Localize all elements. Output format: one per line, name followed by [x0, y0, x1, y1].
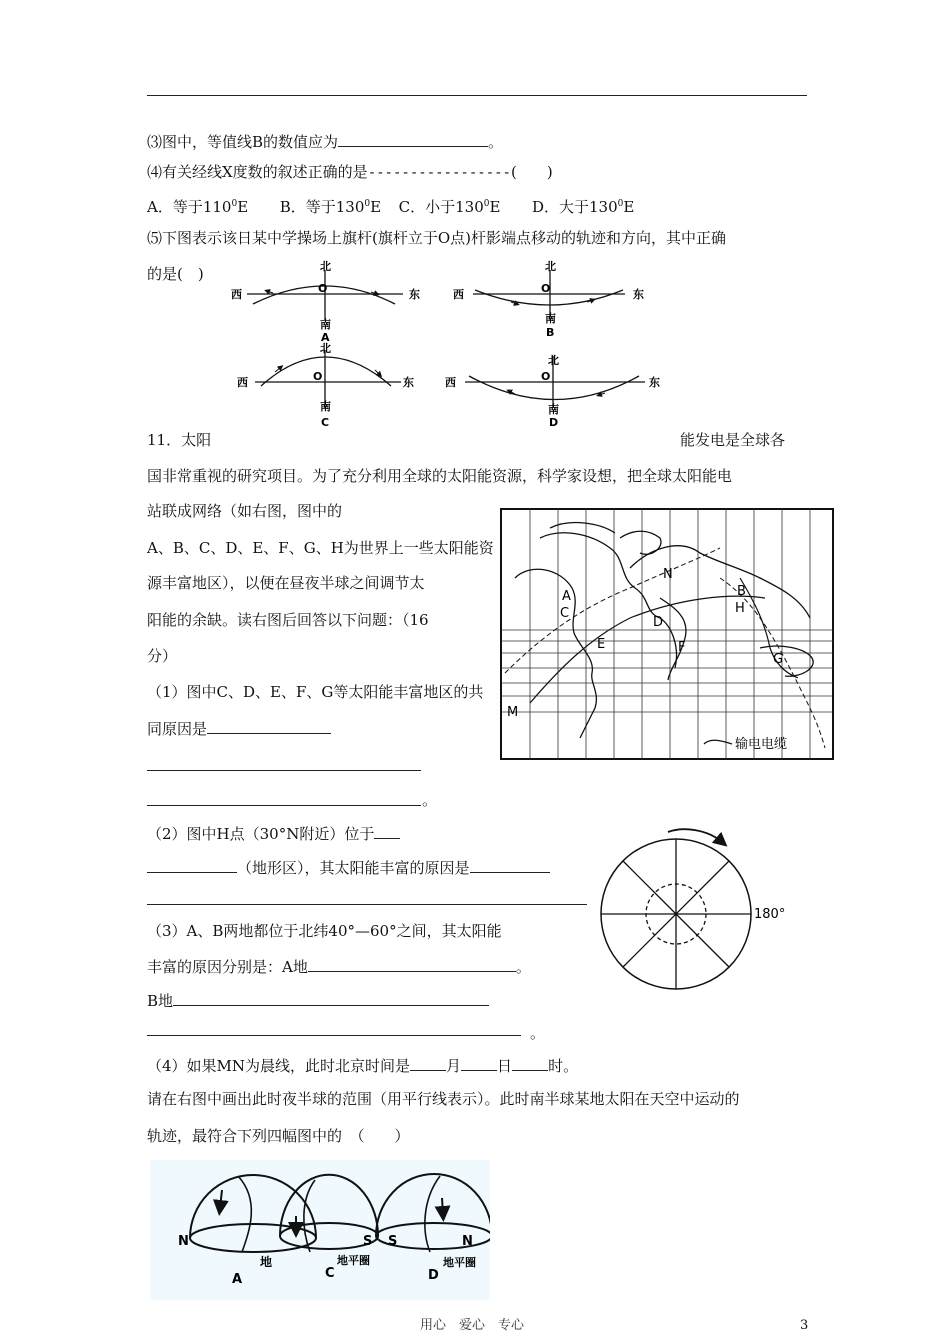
part1-blank-1 — [207, 718, 331, 734]
origin-label: O — [318, 282, 328, 295]
map-label-a: A — [562, 589, 571, 604]
west-label: 西 — [231, 288, 242, 301]
svg-text:南: 南 — [548, 403, 559, 416]
east-label: 东 — [409, 288, 420, 301]
dome-a-horizon-partial: 地 — [260, 1255, 273, 1269]
diagram-a-label: A — [321, 331, 330, 344]
map-label-b: B — [737, 584, 746, 599]
q4-options — [147, 194, 634, 217]
part1-blank-3 — [147, 805, 421, 806]
q4-option-b: B．等于$130^0E$ — [279, 198, 382, 216]
svg-text:北: 北 — [320, 342, 331, 355]
part2-blank-3 — [470, 857, 550, 873]
svg-text:南: 南 — [320, 400, 331, 413]
part4-blank-month — [410, 1055, 446, 1071]
map-cable-legend: 输电电缆 — [735, 737, 788, 752]
map-label-e: E — [597, 637, 606, 652]
diagram-b-label: B — [546, 326, 555, 339]
q4-option-c: C．小于$130^0E$ — [398, 198, 501, 216]
polar-180-label: 180° — [754, 907, 786, 922]
north-label: 北 — [320, 260, 331, 273]
svg-text:O: O — [541, 370, 551, 383]
q11-intro-1b: 能发电是全球各 — [680, 431, 786, 449]
header-rule — [147, 95, 807, 96]
q11-intro-1: 11．太阳 — [147, 431, 212, 449]
polar-diagram — [596, 822, 800, 1014]
part4-blank-hour — [512, 1055, 548, 1071]
svg-text:西: 西 — [237, 376, 248, 389]
south-label: 南 — [320, 318, 331, 331]
part3-blank-a — [308, 956, 516, 972]
q11-intro-7: 分） — [147, 647, 178, 665]
map-label-d: D — [653, 615, 664, 630]
q4-dashes: ----------------- — [367, 165, 511, 181]
svg-text:西: 西 — [453, 288, 464, 301]
svg-text:O: O — [313, 370, 323, 383]
q4-paren: ( ) — [510, 163, 553, 181]
q11-part3-a: （3）A、B两地都位于北纬40°—60°之间，其太阳能 — [147, 922, 502, 940]
svg-text:O: O — [541, 282, 551, 295]
q4-option-d: D．大于$130^0E$ — [531, 198, 635, 216]
q5-line1: ⑸下图表示该日某中学操场上旗杆(旗杆立于O点)杆影端点移动的轨迹和方向，其中正确 — [147, 229, 727, 247]
sun-path-domes — [150, 1160, 490, 1300]
dome-c-label: C — [325, 1266, 335, 1281]
dome-d-s: S — [388, 1234, 398, 1249]
q3-text: ⑶图中，等值线B的数值应为 — [147, 133, 339, 151]
q11-intro-2: 国非常重视的研究项目。为了充分利用全球的太阳能资源，科学家设想，把全球太阳能电 — [147, 467, 733, 485]
dome-d-label: D — [428, 1268, 439, 1283]
q11-part3-b: 丰富的原因分别是：A地 。 — [147, 958, 531, 976]
diagram-a — [231, 260, 420, 344]
map-label-h: H — [735, 601, 745, 616]
dome-c-s: S — [363, 1234, 373, 1249]
part3-blank-c — [147, 1035, 521, 1036]
q11-intro-5: 源丰富地区），以便在昼夜半球之间调节太 — [147, 574, 425, 592]
q11-part2-a: （2）图中H点（30°N附近）位于 — [147, 823, 400, 844]
diagram-d-label: D — [549, 416, 559, 429]
q3 — [147, 131, 503, 152]
dome-c-horizon: 地平圈 — [337, 1254, 370, 1267]
q11-part4-c: 轨迹，最符合下列四幅图中的 （ ） — [147, 1127, 410, 1145]
q3-blank — [338, 131, 488, 147]
q11-intro-6: 阳能的余缺。读右图后回答以下问题：（16 — [147, 611, 429, 629]
svg-text:东: 东 — [649, 376, 660, 389]
svg-text:北: 北 — [548, 354, 559, 367]
q3-end: 。 — [488, 133, 504, 151]
diagram-c — [237, 342, 414, 429]
part3-end: 。 — [530, 1024, 546, 1042]
part2-blank-4 — [147, 904, 587, 905]
q4 — [147, 162, 553, 183]
footer-text: 用心 爱心 专心 — [420, 1318, 525, 1333]
dome-d-horizon: 地平圈 — [443, 1256, 476, 1269]
part2-blank-1 — [374, 823, 400, 839]
world-map — [500, 508, 834, 760]
svg-text:北: 北 — [545, 260, 556, 273]
diagram-c-label: C — [321, 416, 330, 429]
q11-part2-b: （地形区），其太阳能丰富的原因是 — [147, 857, 550, 878]
part4-blank-day — [461, 1055, 497, 1071]
q11-part1-a: （1）图中C、D、E、F、G等太阳能丰富地区的共 — [147, 683, 484, 701]
map-label-f: F — [678, 640, 686, 655]
q11-intro-4: A、B、C、D、E、F、G、H为世界上一些太阳能资 — [147, 539, 494, 557]
dome-a-label: A — [232, 1272, 243, 1287]
shadow-path-diagrams — [225, 258, 675, 430]
page-number: 3 — [800, 1318, 809, 1333]
diagram-b — [453, 260, 644, 339]
svg-text:南: 南 — [545, 312, 556, 325]
part1-blank-2 — [147, 770, 421, 771]
q11-part4-a: （4）如果MN为晨线，此时北京时间是 月 日 时。 — [147, 1057, 579, 1075]
q4-text: ⑷有关经线X度数的叙述正确的是 — [147, 163, 368, 181]
q11-part4-b: 请在右图中画出此时夜半球的范围（用平行线表示）。此时南半球某地太阳在天空中运动的 — [147, 1090, 740, 1108]
dome-a-n: N — [178, 1234, 189, 1249]
diagram-d — [445, 354, 660, 429]
part2-blank-2 — [147, 857, 237, 873]
map-label-g: G — [773, 652, 784, 667]
dome-d-n: N — [462, 1234, 473, 1249]
part3-blank-b — [173, 990, 489, 1006]
part1-end: 。 — [422, 791, 438, 809]
map-label-m: M — [507, 705, 519, 720]
q11-part1-b: 同原因是 — [147, 718, 331, 739]
svg-text:东: 东 — [633, 288, 644, 301]
q11-part3-c: B地 — [147, 990, 489, 1011]
q5-line2: 的是( ) — [147, 265, 204, 283]
map-label-c: C — [560, 606, 570, 621]
svg-text:东: 东 — [403, 376, 414, 389]
q11-intro-3: 站联成网络（如右图，图中的 — [147, 502, 343, 520]
svg-text:西: 西 — [445, 376, 456, 389]
map-label-n: N — [663, 567, 673, 582]
q4-option-a: A．等于$110^0E$ — [147, 198, 249, 216]
